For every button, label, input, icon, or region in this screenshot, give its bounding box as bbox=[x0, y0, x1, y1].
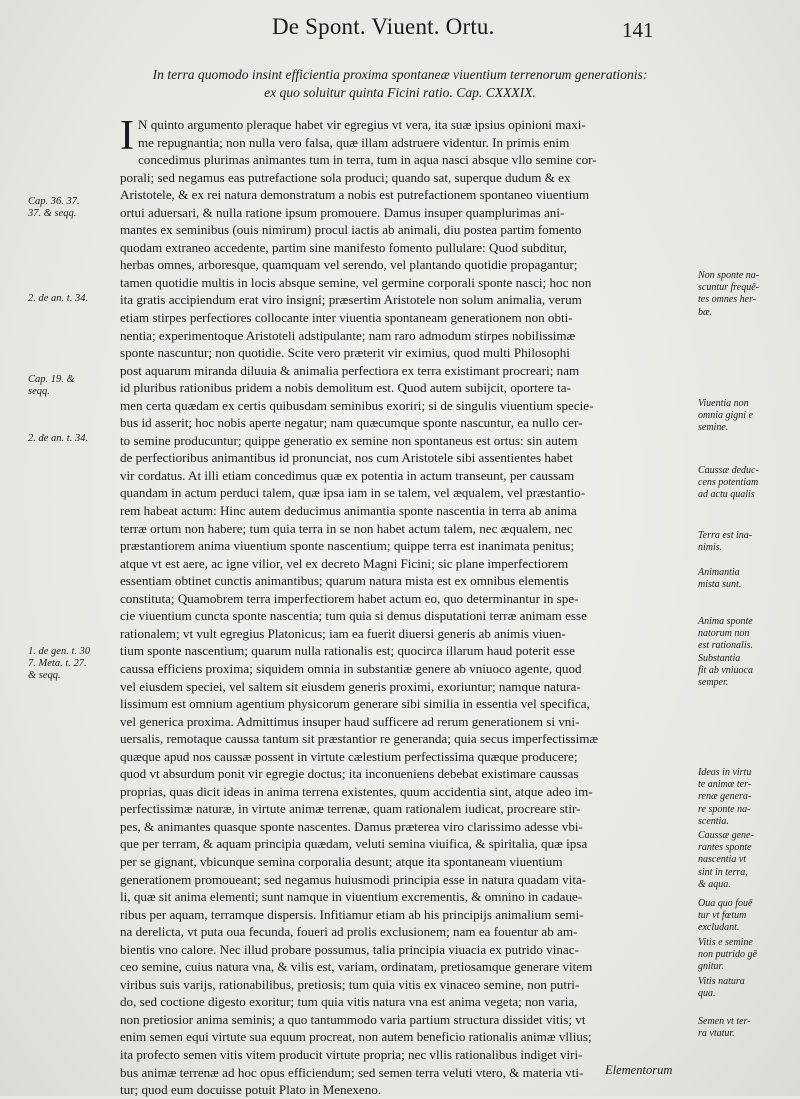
body-line: lissimum est omnium agentium physicorum generare sibi similia in essentia vel specifica, bbox=[120, 696, 590, 712]
body-line: quandam in actum perduci talem, quæ ipsa iam in se talem, vel æqualem, vel præstantio- bbox=[120, 485, 586, 501]
margin-note-line: Cap. 36. 37. bbox=[28, 196, 80, 207]
right-margin-note bbox=[698, 898, 796, 935]
margin-note-line: Animantia bbox=[698, 567, 740, 578]
margin-note-line: 1. de gen. t. 30 bbox=[28, 646, 91, 657]
body-line: uersalis, remotaque caussa tantum sit præstantior re generanda; quia secus imperfectissimæ bbox=[120, 731, 599, 747]
body-line: perfectissimæ naturæ, in virtute animæ terrenæ, quam rationalem iudicat, procreare stir- bbox=[120, 801, 581, 817]
body-line: quodam extraneo accedente, partim sine manifesto fomento pullulare: Quod subditur, bbox=[120, 239, 568, 255]
right-margin-note bbox=[698, 465, 796, 502]
margin-note-line: re sponte na- bbox=[698, 803, 751, 815]
drop-cap: I bbox=[120, 113, 134, 159]
right-margin-note bbox=[698, 270, 796, 319]
margin-note-line: semper. bbox=[698, 677, 729, 689]
body-line: constituta; Quamobrem terra imperfectiorem habet actum eo, quo determinantur in spe- bbox=[120, 590, 579, 606]
margin-note-line: & aqua. bbox=[698, 878, 731, 890]
margin-note-line: 2. de an. t. 34. bbox=[28, 433, 89, 444]
body-line: vir cordatus. At illi etiam concedimus quæ ex potentia in actum transeunt, per caussam bbox=[120, 467, 575, 483]
body-line: id pluribus rationibus pridem a nobis demolitum est. Quod autem subijcit, oportere ta- bbox=[120, 380, 571, 396]
body-line: cie viuentium cuncta sponte nascentia; tum quia si demus disputationi terræ animam esse bbox=[120, 608, 587, 624]
body-line: sponte nascuntur; non quotidie. Scite vero præterit vir eximius, quod multi Philosophi bbox=[120, 345, 570, 361]
body-line: men certa quædam ex certis quibusdam seminibus exoriri; si de singulis viuentium specie- bbox=[120, 397, 594, 413]
body-line: atque vt est aere, ac igne vilior, vel ex decreto Magni Ficini; sic plane imperfectiorem bbox=[120, 555, 569, 571]
margin-note-line: Ideas in virtu bbox=[698, 767, 752, 778]
body-line: N quinto argumento pleraque habet vir egregius vt vera, ita suæ ipsius opinioni maxi- bbox=[138, 117, 586, 132]
margin-note-line: nimis. bbox=[698, 542, 723, 554]
right-margin-note bbox=[698, 767, 796, 828]
margin-note-line: Vitis natura bbox=[698, 976, 745, 987]
margin-note-line: Non sponte na- bbox=[698, 270, 760, 281]
body-line: nentia; experimentoque Aristoteli adstipulante; nam raro admodum stirpes nobilissimæ bbox=[120, 327, 576, 343]
margin-note-line: scuntur frequē- bbox=[698, 282, 760, 294]
body-line: viribus suis varijs, rationabilibus, pretiosis; tum quia vitis ex vinaceo semine, non putri- bbox=[120, 976, 580, 992]
body-line: Aristotele, & ex rei natura demonstratum a nobis est putrefactionem spontaneo viuentium bbox=[120, 187, 590, 203]
margin-note-line: fit ab vniuoca bbox=[698, 664, 753, 676]
left-margin-note bbox=[28, 196, 116, 220]
margin-note-line: Cap. 19. & bbox=[28, 374, 75, 385]
margin-note-line: scentia. bbox=[698, 815, 729, 827]
body-line: me repugnantia; non nulla vero falsa, quæ illam adstruere videntur. In primis enim bbox=[138, 134, 570, 150]
margin-note-line: excludant. bbox=[698, 922, 740, 934]
body-line: tium sponte nascentium; quarum nulla rationalis est; quocirca illarum haud poterit esse bbox=[120, 643, 575, 659]
margin-note-line: nascentia vt bbox=[698, 854, 747, 866]
margin-note-line: & seqq. bbox=[28, 670, 61, 681]
margin-note-line: qua. bbox=[698, 988, 716, 1000]
margin-note-line: renæ genera- bbox=[698, 791, 752, 803]
margin-note-line: bæ. bbox=[698, 306, 713, 318]
body-line: ceo semine, cuius natura vna, & vilis est, variam, ordinatam, pretiosamque generare vitem bbox=[120, 959, 593, 975]
margin-note-line: Substantia bbox=[698, 652, 741, 664]
body-line: terræ ortum non habere; tum quia terra in se non habet actum talem, nec æqualem, nec bbox=[120, 520, 573, 536]
body-line: per se gignant, vbicunque semina corporalia desunt; atque ita spontaneam viuentium bbox=[120, 853, 563, 869]
body-line: rationalem; vt vult egregius Platonicus; iam ea fuerit diuersi generis ab animis viuen- bbox=[120, 625, 566, 641]
body-line: essentiam obtinet cunctis animantibus; quarum natura mista est ex omnibus elementis bbox=[120, 573, 569, 589]
body-line: tamen quotidie multis in locis absque semine, vel germine corporali sponte nasci; hoc non bbox=[120, 274, 592, 290]
body-line: pes, & animantes quasque sponte nascentes. Damus præterea viro clarissimo adesse vbi- bbox=[120, 818, 583, 834]
margin-note-line: tur vt fœtum bbox=[698, 910, 747, 922]
body-line: ribus per aquam, terramque dispersis. Infitiamur etiam ab his principijs animalium semi- bbox=[120, 906, 584, 922]
body-line: ita gratis accipiendum erat viro insigni; præsertim Aristotele non solum animalia, verum bbox=[120, 292, 582, 308]
chapter-heading bbox=[120, 66, 680, 102]
body-line: porali; sed negamus eas putrefactione sola produci; quando sat, superque dudum & ex bbox=[120, 169, 571, 185]
margin-note-line: Viuentia non bbox=[698, 398, 749, 409]
right-margin-note bbox=[698, 1016, 796, 1040]
margin-note-line: semine. bbox=[698, 422, 729, 434]
left-margin-note bbox=[28, 646, 116, 682]
body-line: quod vt absurdum ponit vir egregie doctus; ita inconueniens debebat existimare caussas bbox=[120, 766, 579, 782]
margin-note-line: Anima sponte bbox=[698, 616, 753, 627]
margin-note-line: est rationalis. bbox=[698, 640, 754, 652]
margin-note-line: ad actu qualis bbox=[698, 489, 755, 501]
body-line: bus animæ terrenæ ad hoc opus efficiendum; sed semen terra veluti vtero, & materia vti- bbox=[120, 1064, 584, 1080]
chapter-heading-line: ex quo soluitur quinta Ficini ratio. Cap. CXXXIX. bbox=[264, 85, 536, 100]
margin-note-line: ra vtatur. bbox=[698, 1028, 735, 1040]
left-margin-note bbox=[28, 374, 116, 398]
body-line: etiam stirpes perfectiores collocante inter viuentia spontaneam generationem non obti- bbox=[120, 310, 573, 326]
body-line: que per terram, & aquam principia quædam, veluti semina viuifica, & spiritalia, quæ ipsa bbox=[120, 836, 588, 852]
body-line: enim semen equi virtute sua equum procreat, non autem beneficio rationalis animæ vllius; bbox=[120, 1029, 592, 1045]
right-margin-note bbox=[698, 616, 796, 689]
running-title: De Spont. Viuent. Ortu. bbox=[272, 14, 495, 39]
margin-note-line: gnitur. bbox=[698, 961, 724, 973]
margin-note-line: te animæ ter- bbox=[698, 779, 752, 791]
left-margin-note bbox=[28, 433, 116, 445]
margin-note-line: natorum non bbox=[698, 628, 750, 640]
body-line: li, quæ sit anima elementi; sunt namque in viuentium excrementis, & omnino in cadaue- bbox=[120, 889, 583, 905]
body-line: non pretiosior anima seminis; a quo tantummodo varia partium structura dissidet vitis; vt bbox=[120, 1011, 586, 1027]
right-margin-note bbox=[698, 567, 796, 591]
body-line: do, sed coctione digesto exoritur; tum quia vitis natura vna est anima vegeta; non varia, bbox=[120, 994, 578, 1010]
body-line: mantes ex seminibus (ouis nimirum) procul iactis ab animali, diu postea partim fomento bbox=[120, 222, 582, 238]
body-line: vel generica proxima. Admittimus insuper haud sufficere ad rerum generationem si vni- bbox=[120, 713, 580, 729]
margin-note-line: rantes sponte bbox=[698, 842, 752, 854]
body-line: præstantiorem anima viuentium sponte nascentium; quippe terra est inanimata penitus; bbox=[120, 538, 575, 554]
body-line: bus id asserit; hoc nobis aperte negatur; nam quæcumque sponte nascuntur, ea nullo cer- bbox=[120, 415, 583, 431]
body-line: de perfectioribus animantibus id pronunciat, nos cum Aristotele sibi assentientes habet bbox=[120, 450, 573, 466]
margin-note-line: Terra est ina- bbox=[698, 530, 753, 541]
body-line: to semine producuntur; quippe generatio ex semine non spontaneus est ortus: sin autem bbox=[120, 432, 578, 448]
margin-note-line: Vitis e semine bbox=[698, 937, 753, 948]
margin-note-line: 37. & seqq. bbox=[28, 208, 77, 219]
body-line: herbas omnes, arboresque, quamquam vel serendo, vel plantando quotidie propagantur; bbox=[120, 257, 578, 273]
margin-note-line: Caussæ deduc- bbox=[698, 465, 759, 476]
body-line: ortui aduersari, & nulla ratione ipsum promouere. Damus insuper quamplurimas ani- bbox=[120, 204, 565, 220]
left-margin-note bbox=[28, 293, 116, 305]
margin-note-line: seqq. bbox=[28, 386, 50, 397]
right-margin-note bbox=[698, 830, 796, 891]
body-line: proprias, quas dicit ideas in anima terrena existentes, quum accidentia sint, atque adeo im- bbox=[120, 783, 593, 799]
body-line: concedimus plurimas animantes tum in terra, tum in aqua nasci absque vllo semine cor- bbox=[138, 152, 597, 168]
margin-note-line: cens potentiam bbox=[698, 477, 759, 489]
body-line: post aquarum miranda diluuia & animalia perfectiora ex terra existimant procreari; nam bbox=[120, 362, 580, 378]
margin-note-line: tes omnes her- bbox=[698, 294, 757, 306]
margin-note-line: Caussæ gene- bbox=[698, 830, 754, 841]
body-line: caussa efficiens proxima; siquidem omnia in substantiæ genere ab vniuoco agente, quod bbox=[120, 660, 582, 676]
margin-note-line: Semen vt ter- bbox=[698, 1016, 751, 1027]
chapter-heading-line: In terra quomodo insint efficientia proxima spontaneæ viuentium terrenorum generationis: bbox=[152, 67, 648, 82]
right-margin-note bbox=[698, 530, 796, 554]
body-line: na derelicta, vt puta oua fecunda, foueri ad prolis exclusionem; nam ea fouentur ab am- bbox=[120, 924, 578, 940]
running-head bbox=[0, 14, 800, 48]
body-text bbox=[120, 113, 692, 1099]
body-line: quæque apud nos caussæ possent in virtute cælestium perfectissima quæque producere; bbox=[120, 748, 578, 764]
margin-note-line: non putrido gē bbox=[698, 949, 757, 961]
body-line: rem habeat actum: Hinc autem deducimus animantia sponte nascentia in terra ab anima bbox=[120, 503, 577, 519]
right-margin-note bbox=[698, 398, 796, 435]
margin-note-line: mista sunt. bbox=[698, 579, 742, 591]
margin-note-line: 2. de an. t. 34. bbox=[28, 293, 89, 304]
catchword: Elementorum bbox=[605, 1063, 673, 1077]
body-line: ita profecto semen vitis vitem producit virtute propria; nec vllis rationalibus indiget viri- bbox=[120, 1046, 583, 1062]
right-margin-note bbox=[698, 937, 796, 974]
body-line: bientis vno calore. Nec illud probare possumus, talia principia viuacia ex putrido vinac- bbox=[120, 941, 579, 957]
right-margin-note bbox=[698, 976, 796, 1000]
body-line: generationem promoueant; sed negamus huiusmodi principia esse in natura quadam vita- bbox=[120, 871, 587, 887]
margin-note-line: omnia gigni e bbox=[698, 410, 753, 422]
margin-note-line: 7. Meta. t. 27. bbox=[28, 658, 87, 669]
margin-note-line: Oua quo fouē bbox=[698, 898, 753, 909]
page-number: 141 bbox=[622, 18, 654, 42]
margin-note-line: sint in terra, bbox=[698, 866, 748, 878]
body-line: tur; quod eum docuisse potuit Plato in Menexeno. bbox=[120, 1082, 382, 1098]
body-line: vel eiusdem speciei, vel saltem sit eiusdem generis proximi, exoriuntur; namque natura- bbox=[120, 678, 581, 694]
